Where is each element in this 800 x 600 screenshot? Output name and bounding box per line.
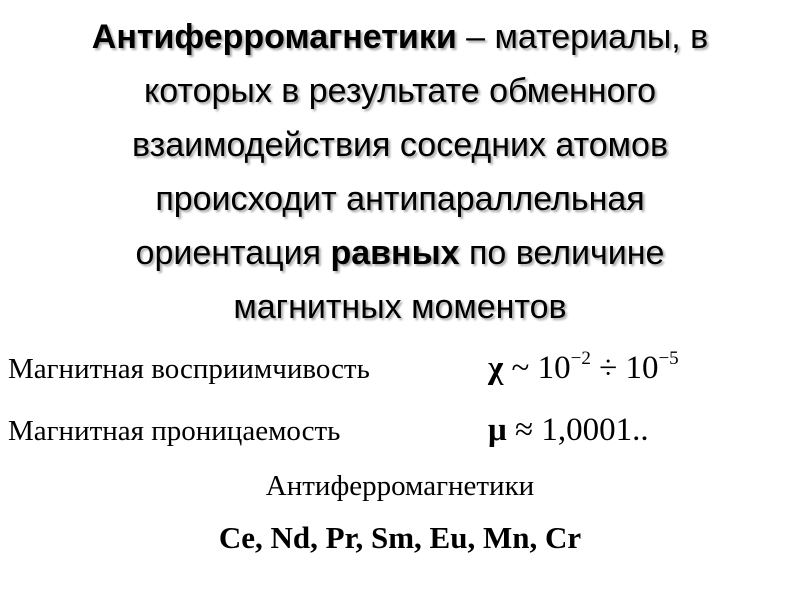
susceptibility-relation: ~ 10 xyxy=(503,350,571,386)
permeability-row xyxy=(8,412,788,462)
susceptibility-formula xyxy=(488,348,679,387)
chi-symbol: χ xyxy=(488,350,504,386)
definition-line-1 xyxy=(20,10,780,64)
definition-line-5 xyxy=(20,226,780,280)
definition-line-5-post: по величине xyxy=(459,234,665,272)
examples-elements-list: Ce, Nd, Pr, Sm, Eu, Mn, Cr xyxy=(218,520,582,555)
permeability-label: Магнитная проницаемость xyxy=(8,415,341,447)
susceptibility-label: Магнитная восприимчивость xyxy=(8,353,370,385)
definition-emphasis: равных xyxy=(330,234,460,272)
definition-line-5-pre: ориентация xyxy=(135,234,331,272)
susceptibility-exponent-1: −2 xyxy=(570,348,591,369)
definition-line-1-rest: – материалы, в xyxy=(456,18,709,56)
mu-symbol: μ xyxy=(488,412,507,448)
definition-line-3: взаимодействия соседних атомов xyxy=(131,126,669,164)
susceptibility-row xyxy=(8,348,788,398)
definition-line-2: которых в результате обменного xyxy=(143,72,657,110)
susceptibility-middle: ÷ 10 xyxy=(590,350,659,386)
definition-term: Антиферромагнетики xyxy=(91,18,457,56)
definition-paragraph xyxy=(20,10,780,334)
examples-heading: Антиферромагнетики xyxy=(265,470,535,502)
permeability-formula xyxy=(488,412,649,449)
definition-line-4: происходит антипараллельная xyxy=(155,180,645,218)
susceptibility-exponent-2: −5 xyxy=(658,348,679,369)
permeability-relation: ≈ 1,0001.. xyxy=(506,412,649,448)
definition-line-6: магнитных моментов xyxy=(233,288,567,326)
